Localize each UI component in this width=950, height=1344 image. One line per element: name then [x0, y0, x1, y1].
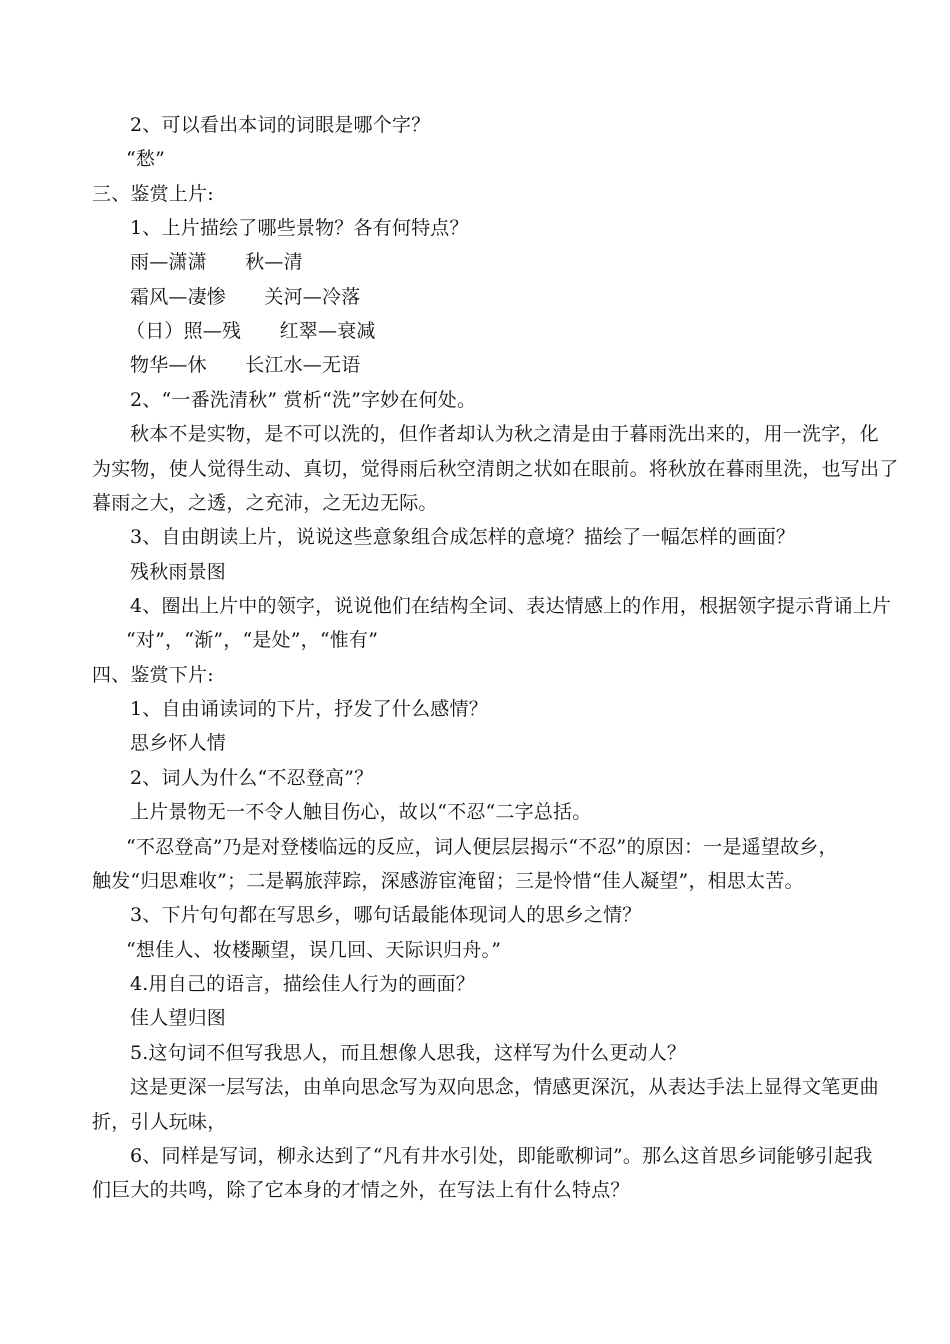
question-upper-4: 4、圈出上片中的领字，说说他们在结构全词、表达情感上的作用，根据领字提示背诵上片: [130, 595, 892, 617]
question-lower-1: 1、自由诵读词的下片，抒发了什么感情？: [130, 698, 488, 720]
answer-eye-word: “愁”: [126, 148, 166, 170]
question-upper-3: 3、自由朗读上片，说说这些意象组合成怎样的意境？描绘了一幅怎样的画面？: [130, 526, 796, 548]
answer-lower-2a: 上片景物无一不令人触目伤心，故以“不忍“二字总括。: [130, 801, 592, 823]
scenery-line-2: 霜风—凄惨 关河—冷落: [130, 286, 361, 308]
answer-lower-4: 佳人望归图: [130, 1007, 227, 1029]
answer-upper-3: 残秋雨景图: [130, 561, 227, 583]
scenery-line-3: （日）照—残 红翠—衰减: [126, 320, 376, 342]
answer-lower-3: “想佳人、妆楼颙望，误几回、天际识归舟。”: [126, 939, 502, 961]
question-upper-1: 1、上片描绘了哪些景物？各有何特点？: [130, 217, 469, 239]
answer-lower-5a: 这是更深一层写法，由单向思念写为双向思念，情感更深沉，从表达手法上显得文笔更曲: [130, 1076, 879, 1098]
section-heading-lower: 四、鉴赏下片:: [92, 664, 214, 686]
answer-lower-2c: 触发“归思难收”；二是羁旅萍踪，深感游宦淹留；三是怜惜“佳人凝望”，相思太苦。: [92, 870, 804, 892]
scenery-line-1: 雨—潇潇 秋—清: [130, 251, 303, 273]
answer-lower-2b: “不忍登高”乃是对登楼临远的反应，词人便层层揭示“不忍”的原因：一是遥望故乡，: [126, 836, 838, 858]
section-heading-upper: 三、鉴赏上片:: [92, 183, 214, 205]
question-lower-5: 5.这句词不但写我思人，而且想像人思我，这样写为什么更动人？: [130, 1042, 687, 1064]
question-lower-2: 2、词人为什么“不忍登高”？: [130, 767, 374, 789]
question-2-eye-word: 2、可以看出本词的词眼是哪个字？: [130, 114, 431, 136]
answer-upper-4: “对”，“渐”，“是处”，“惟有”: [126, 629, 379, 651]
question-lower-3: 3、下片句句都在写思乡，哪句话最能体现词人的思乡之情？: [130, 904, 642, 926]
question-lower-6b: 们巨大的共鸣，除了它本身的才情之外，在写法上有什么特点？: [92, 1179, 630, 1201]
answer-lower-5b: 折，引人玩味，: [92, 1111, 227, 1133]
question-upper-2: 2、“一番洗清秋” 赏析“洗”字妙在何处。: [130, 389, 477, 411]
paragraph-wash-1: 秋本不是实物，是不可以洗的，但作者却认为秋之清是由于暮雨洗出来的，用一洗字，化: [130, 423, 879, 445]
question-lower-4: 4.用自己的语言，描绘佳人行为的画面？: [130, 973, 475, 995]
scenery-line-4: 物华—休 长江水—无语: [130, 354, 361, 376]
question-lower-6a: 6、同样是写词，柳永达到了“凡有井水引处，即能歌柳词”。那么这首思乡词能够引起我: [130, 1145, 873, 1167]
paragraph-wash-3: 暮雨之大，之透，之充沛，之无边无际。: [92, 492, 438, 514]
answer-lower-1: 思乡怀人情: [130, 732, 227, 754]
paragraph-wash-2: 为实物，使人觉得生动、真切，觉得雨后秋空清朗之状如在眼前。将秋放在暮雨里洗，也写出了: [92, 458, 899, 480]
